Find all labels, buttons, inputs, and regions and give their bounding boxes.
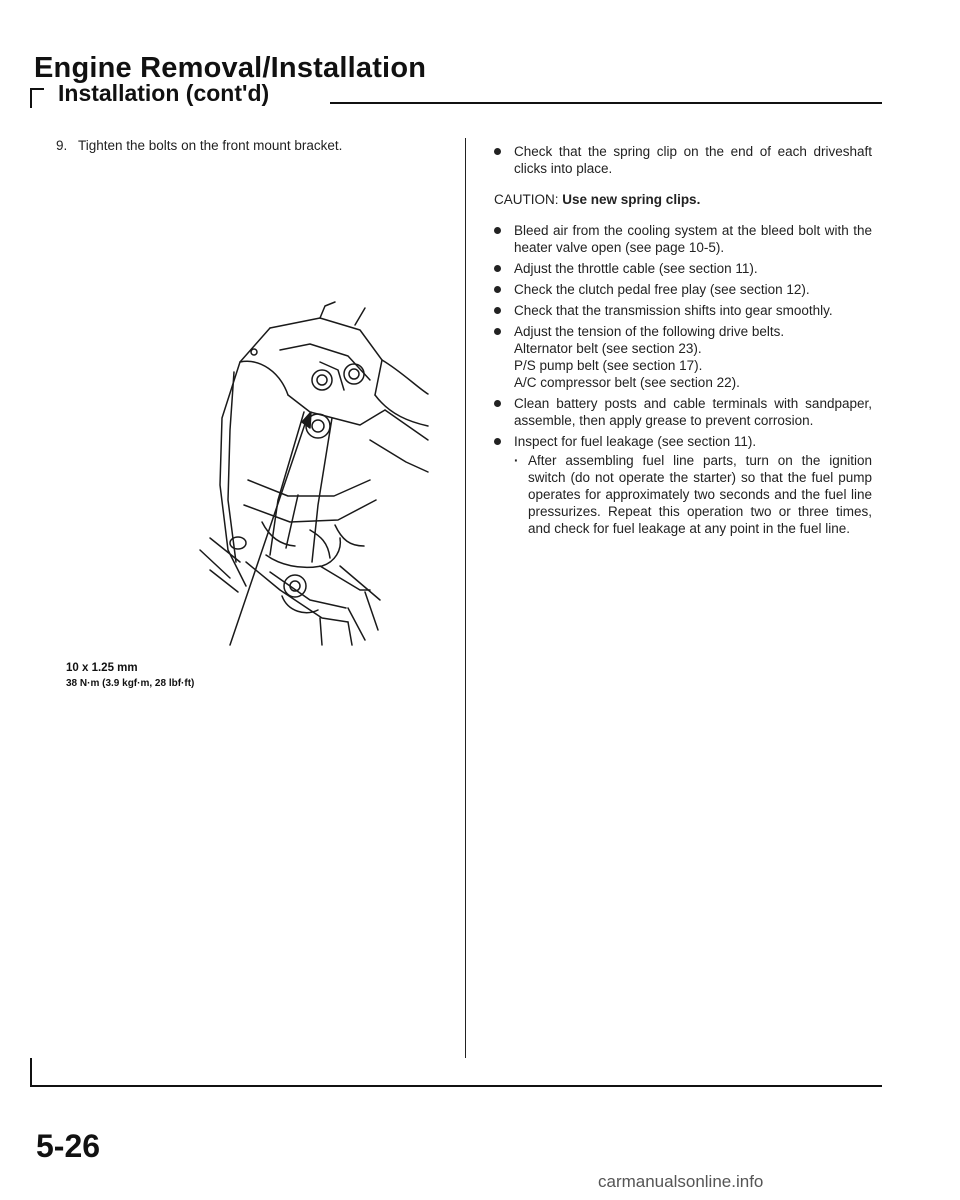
list-item: Inspect for fuel leakage (see section 11). · After assembling fuel line parts, turn on the ignition switch (do not operate the starter) so that the fuel pump operates for approximately two seconds and the fuel line pressurizes. Repeat this operation two or three times, and check for fuel leakage at any point in the fuel line. [512, 433, 872, 537]
section-rule [330, 102, 882, 104]
step-number: 9. [56, 138, 68, 153]
list-item: Check the clutch pedal free play (see section 12). [512, 281, 872, 298]
belt-item: P/S pump belt (see section 17). [514, 358, 703, 373]
bullet-dot [494, 265, 501, 272]
front-mount-bracket-illustration [170, 300, 432, 670]
section-bracket [30, 88, 44, 108]
belt-item: Alternator belt (see section 23). [514, 341, 702, 356]
bullet-dot [494, 400, 501, 407]
drive-belt-list: Adjust the tension of the following drive belts. Alternator belt (see section 23). P/S pump belt (see section 17). A/C compressor belt (see section 22). [514, 324, 785, 390]
list-item: Bleed air from the cooling system at the bleed bolt with the heater valve open (see page 10-5). [512, 222, 872, 256]
caution-text: Use new spring clips. [562, 192, 701, 207]
list-item: Adjust the throttle cable (see section 11). [512, 260, 872, 277]
page-title: Engine Removal/Installation [34, 52, 427, 84]
bottom-rule [30, 1085, 882, 1087]
step-text: Tighten the bolts on the front mount bracket. [78, 138, 343, 153]
bolt-size-label: 10 x 1.25 mm [66, 662, 138, 674]
bullet-dot [494, 438, 501, 445]
bullet-dot [494, 227, 501, 234]
bullet-dot [494, 148, 501, 155]
step-9 [56, 138, 446, 153]
page-number: 5-26 [36, 1128, 101, 1164]
list-item [512, 323, 872, 391]
list-item: Check that the transmission shifts into gear smoothly. [512, 302, 872, 319]
sub-list-item: · After assembling fuel line parts, turn on the ignition switch (do not operate the starter) so that the fuel pump operates for approximately two seconds and the fuel line pressurizes. Repeat this operation two or three times, and check for fuel leakage at any point in the fuel line. [514, 453, 872, 536]
bottom-bracket [30, 1058, 32, 1086]
bullet-dot [494, 286, 501, 293]
bullet-dot [494, 307, 501, 314]
right-column [494, 143, 872, 541]
bullet-dot [494, 328, 501, 335]
list-item: Clean battery posts and cable terminals with sandpaper, assemble, then apply grease to prevent corrosion. [512, 395, 872, 429]
section-title: Installation (cont'd) [58, 80, 270, 106]
sub-bullet-dot: · [514, 453, 519, 468]
caution-note [494, 191, 872, 208]
belt-item: A/C compressor belt (see section 22). [514, 375, 740, 390]
list-item: Check that the spring clip on the end of each driveshaft clicks into place. [512, 143, 872, 177]
watermark: carmanualsonline.info [598, 1172, 764, 1191]
caution-label: CAUTION: [494, 192, 559, 207]
torque-spec-label: 38 N·m (3.9 kgf·m, 28 lbf·ft) [66, 678, 195, 689]
column-divider [465, 138, 466, 1058]
